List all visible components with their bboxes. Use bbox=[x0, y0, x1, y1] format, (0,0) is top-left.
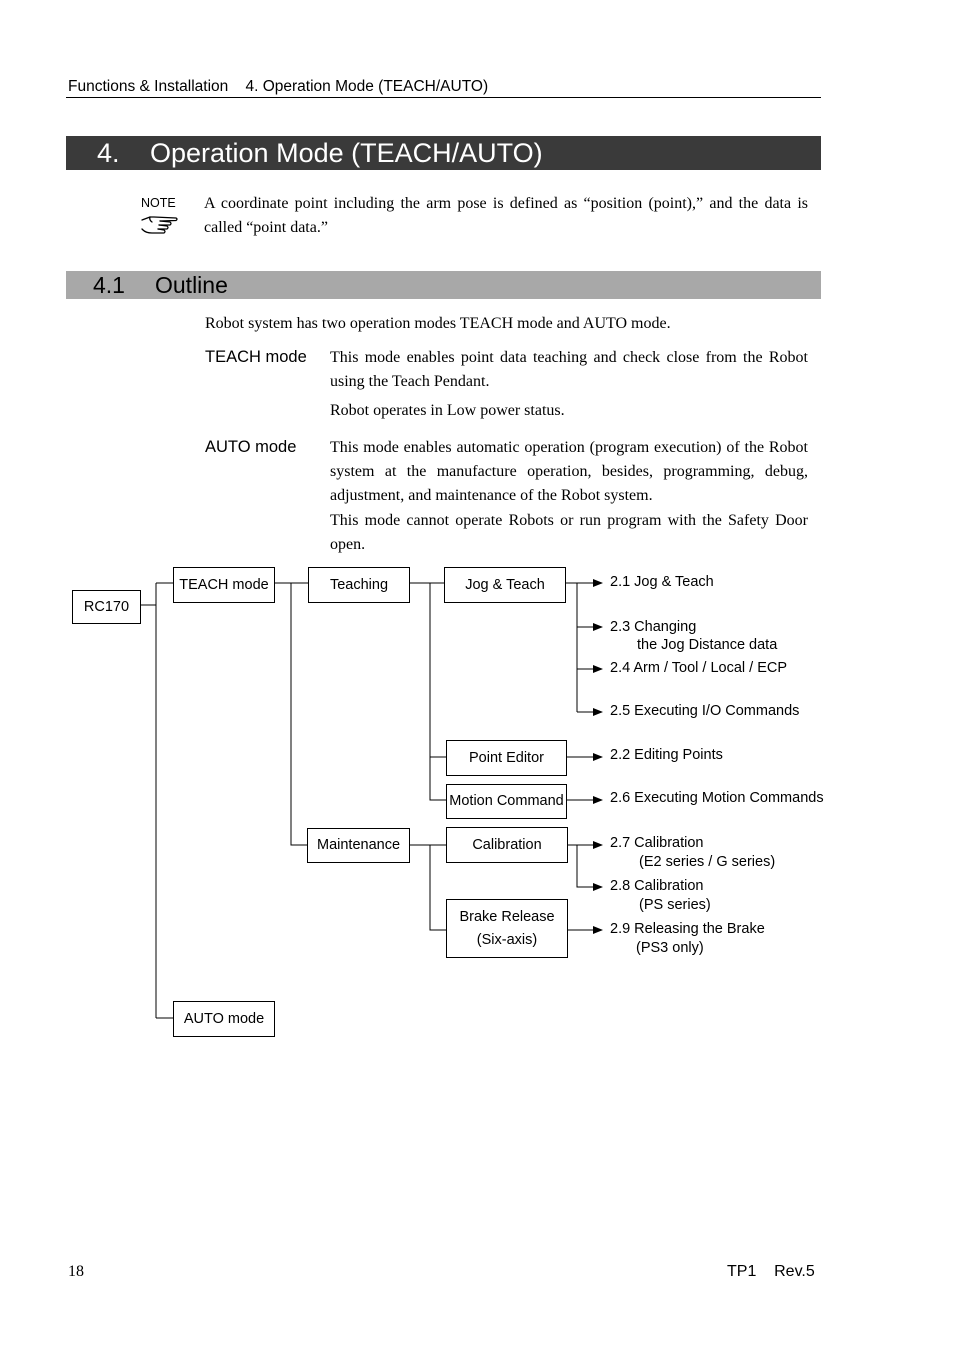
teach-mode-desc-1: This mode enables point data teaching and check close from the Robot using the Teach Pendant. bbox=[330, 349, 808, 390]
dest-2-9: 2.9 Releasing the Brake bbox=[610, 921, 765, 937]
intro-text: Robot system has two operation modes TEACH mode and AUTO mode. bbox=[205, 315, 671, 332]
dest-2-1: 2.1 Jog & Teach bbox=[610, 574, 714, 590]
auto-mode-node: AUTO mode bbox=[173, 1001, 275, 1037]
chapter-title: Operation Mode (TEACH/AUTO) bbox=[150, 138, 543, 168]
dest-2-3-sub: the Jog Distance data bbox=[637, 637, 778, 653]
note-label: NOTE bbox=[141, 196, 176, 210]
dest-2-7-sub: (E2 series / G series) bbox=[639, 854, 776, 870]
section-title: Outline bbox=[155, 272, 228, 298]
motion-command-node: Motion Command bbox=[446, 784, 567, 819]
maintenance-node: Maintenance bbox=[307, 828, 410, 863]
dest-2-7: 2.7 Calibration bbox=[610, 835, 704, 851]
dest-2-4: 2.4 Arm / Tool / Local / ECP bbox=[610, 660, 788, 676]
brake-release-sublabel: (Six-axis) bbox=[476, 931, 538, 948]
dest-2-9-sub: (PS3 only) bbox=[636, 940, 704, 956]
dest-2-8: 2.8 Calibration bbox=[610, 878, 704, 894]
dest-2-6: 2.6 Executing Motion Commands bbox=[610, 790, 824, 806]
brake-release-label: Brake Release bbox=[459, 908, 555, 925]
auto-mode-label: AUTO mode bbox=[205, 438, 297, 456]
teach-mode-desc-2: Robot operates in Low power status. bbox=[330, 402, 565, 419]
teach-mode-label: TEACH mode bbox=[205, 348, 307, 366]
section-number: 4.1 bbox=[93, 272, 125, 298]
point-editor-node: Point Editor bbox=[446, 740, 567, 776]
jog-teach-node: Jog & Teach bbox=[444, 567, 566, 603]
page-number: 18 bbox=[68, 1263, 84, 1280]
document-revision: TP1 Rev.5 bbox=[727, 1263, 815, 1280]
dest-2-2: 2.2 Editing Points bbox=[610, 747, 723, 763]
note-text: A coordinate point including the arm pose is defined as “position (point),” and the data is called “point data.” bbox=[204, 195, 808, 236]
dest-2-3: 2.3 Changing bbox=[610, 619, 697, 635]
brake-release-node bbox=[446, 899, 568, 958]
rc170-node: RC170 bbox=[72, 590, 141, 624]
dest-2-8-sub: (PS series) bbox=[639, 897, 711, 913]
teach-mode-node: TEACH mode bbox=[173, 567, 275, 603]
chapter-number: 4. bbox=[97, 138, 120, 168]
calibration-node: Calibration bbox=[446, 827, 568, 863]
auto-mode-desc-1: This mode enables automatic operation (program execution) of the Robot system at the manufacture operation, besides, programming, debug, adjustment, and maintenance of the Robot system. bbox=[330, 439, 808, 504]
teaching-node: Teaching bbox=[308, 567, 410, 603]
dest-2-5: 2.5 Executing I/O Commands bbox=[610, 703, 800, 719]
running-header: Functions & Installation 4. Operation Mode (TEACH/AUTO) bbox=[68, 78, 489, 95]
auto-mode-desc-2: This mode cannot operate Robots or run program with the Safety Door open. bbox=[330, 512, 808, 553]
